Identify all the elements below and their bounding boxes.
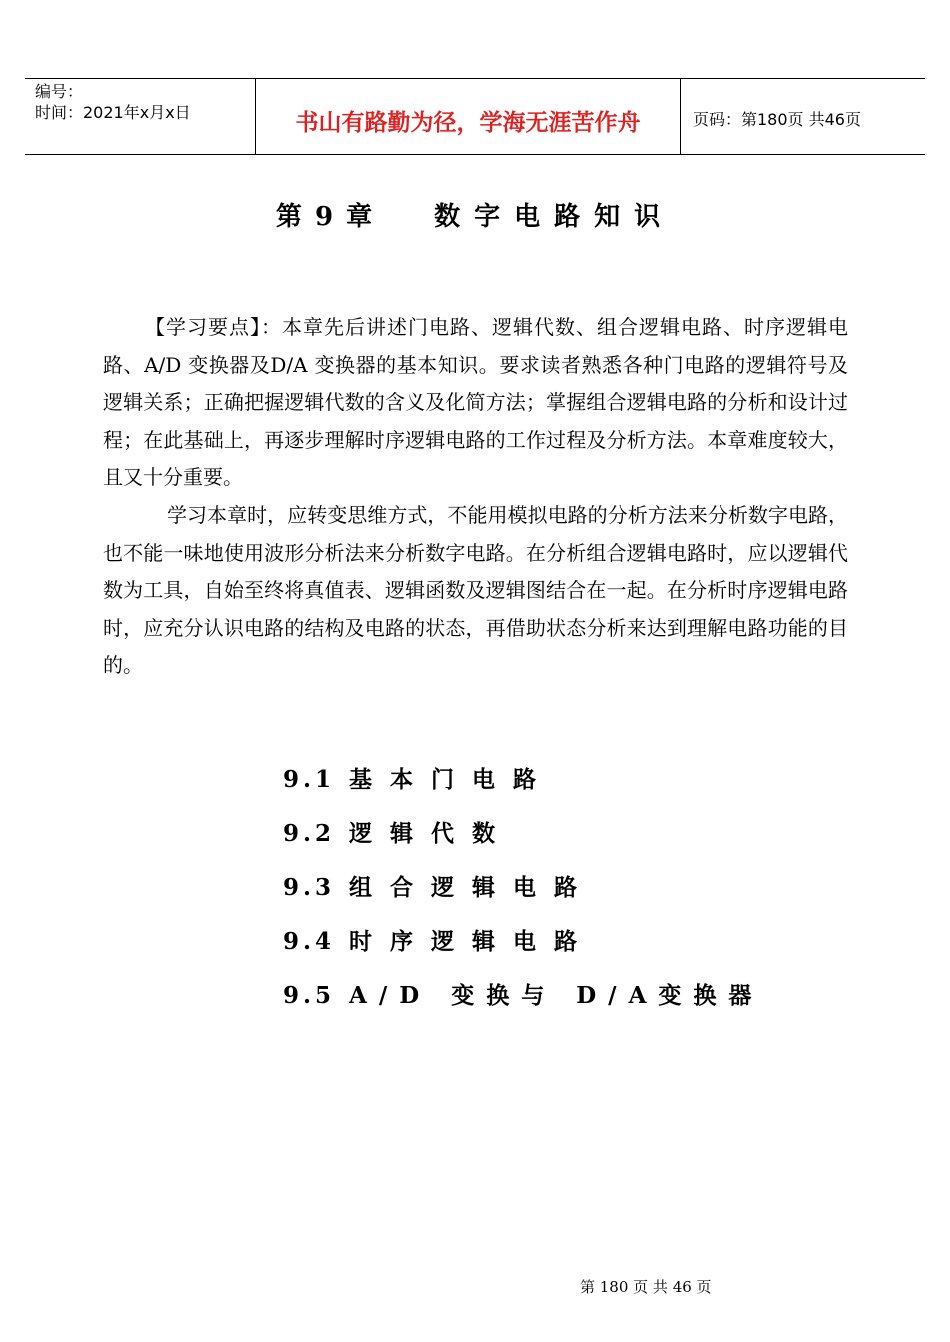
section-number: 9.1 bbox=[283, 766, 336, 793]
header-page-info: 页码：第180页 共46页 bbox=[693, 110, 861, 129]
section-list bbox=[283, 760, 763, 1030]
section-title: 时序逻辑电路 bbox=[349, 928, 596, 955]
section-item bbox=[283, 868, 763, 922]
section-title: 组合逻辑电路 bbox=[349, 874, 596, 901]
section-item bbox=[283, 922, 763, 976]
document-time-label: 时间：2021年x月x日 bbox=[35, 103, 191, 122]
header-meta-cell bbox=[25, 79, 255, 154]
paragraph-study-advice: 学习本章时，应转变思维方式，不能用模拟电路的分析方法来分析数字电路，也不能一味地使用波形分析法来分析数字电路。在分析组合逻辑电路时，应以逻辑代数为工具，自始至终将真值表、逻辑函数及逻辑图结合在一起。在分析时序逻辑电路时，应充分认识电路的结构及电路的状态，再借助状态分析来达到理解电路功能的目的。 bbox=[103, 503, 848, 677]
section-item bbox=[283, 814, 763, 868]
section-number: 9.2 bbox=[283, 820, 336, 847]
header-motto: 书山有路勤为径，学海无涯苦作舟 bbox=[295, 110, 641, 136]
chapter-number: 第 9 章 bbox=[275, 202, 375, 232]
chapter-title bbox=[0, 196, 950, 233]
document-number-label: 编号： bbox=[35, 82, 84, 101]
section-item bbox=[283, 760, 763, 814]
section-number: 9.5 bbox=[283, 982, 336, 1009]
section-title: 逻辑代数 bbox=[349, 820, 514, 847]
document-header bbox=[25, 78, 925, 155]
section-title: A/D 变换与 D/A变换器 bbox=[349, 982, 764, 1009]
section-title: 基本门电路 bbox=[349, 766, 555, 793]
section-item bbox=[283, 976, 763, 1030]
section-number: 9.3 bbox=[283, 874, 336, 901]
header-motto-cell bbox=[255, 79, 681, 154]
header-page-cell bbox=[681, 79, 925, 154]
paragraph-learning-points: 【学习要点】：本章先后讲述门电路、逻辑代数、组合逻辑电路、时序逻辑电路、A/D 变换器及D/A 变换器的基本知识。要求读者熟悉各种门电路的逻辑符号及逻辑关系；正确把握逻辑代数的含义及化简方法；掌握组合逻辑电路的分析和设计过程；在此基础上，再逐步理解时序逻辑电路的工作过程及分析方法。本章难度较大，且又十分重要。 bbox=[103, 315, 848, 489]
section-number: 9.4 bbox=[283, 928, 336, 955]
chapter-name: 数字电路知识 bbox=[434, 202, 675, 232]
page-footer: 第 180 页 共 46 页 bbox=[580, 1278, 712, 1296]
